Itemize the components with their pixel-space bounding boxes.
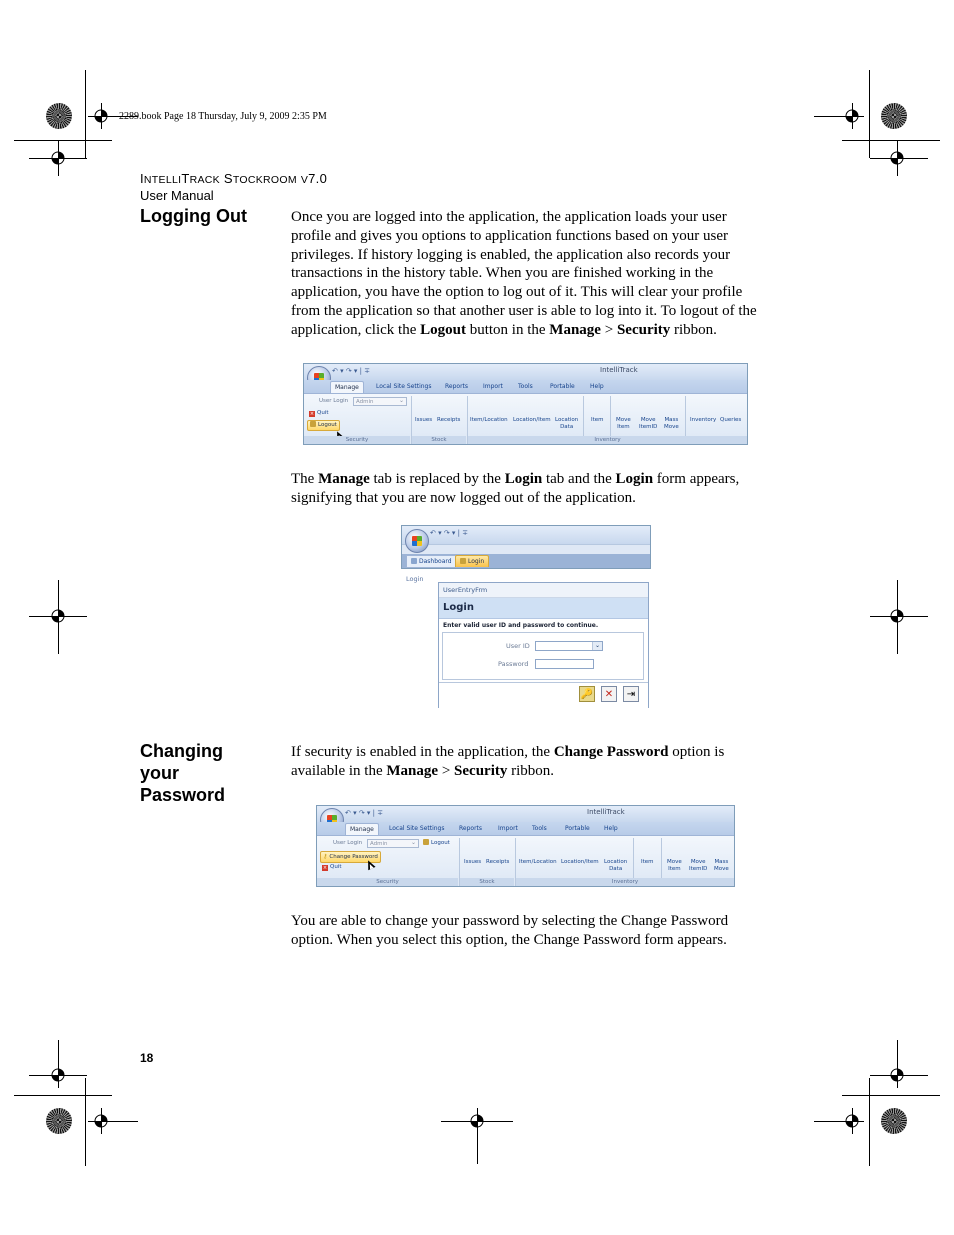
registration-mark-icon <box>889 608 905 624</box>
login-tabs-screenshot <box>401 525 651 569</box>
registration-mark-icon <box>844 1113 860 1129</box>
logging-out-paragraph-2: The Manage tab is replaced by the Login tab and the Login form appears, signifying that you are now logged out of the application. <box>291 471 740 506</box>
tab-portable[interactable]: Portable <box>565 825 590 832</box>
tab-portable[interactable]: Portable <box>550 383 575 390</box>
registration-mark-icon <box>844 108 860 124</box>
tab-local-site-settings[interactable]: Local Site Settings <box>389 825 445 832</box>
login-tab-icon <box>460 558 466 564</box>
registration-mark-icon <box>93 108 109 124</box>
issues-button[interactable]: Issues <box>415 417 433 423</box>
registration-mark-icon <box>50 608 66 624</box>
tab-manage[interactable]: Manage <box>345 823 379 835</box>
section-heading-changing-password: Changing your Password <box>140 741 226 805</box>
changing-password-paragraph-1: If security is enabled in the application, the Change Password option is available in the Manage > Security ribbon. <box>291 744 725 779</box>
ribbon-tabs <box>402 554 650 568</box>
logout-button[interactable]: Logout <box>307 420 340 431</box>
tab-help[interactable]: Help <box>590 383 604 390</box>
titlebar <box>317 806 734 823</box>
ribbon-screenshot-change-password <box>316 805 735 887</box>
move-itemid-button[interactable]: Move ItemID <box>689 859 708 872</box>
quit-button[interactable]: × Quit <box>322 864 342 871</box>
page-number: 18 <box>140 1051 154 1065</box>
receipts-button[interactable]: Receipts <box>486 859 510 865</box>
user-login-combo[interactable]: Admin ⌄ <box>367 839 419 848</box>
titlebar <box>304 364 747 381</box>
password-field[interactable] <box>535 659 594 669</box>
ribbon-panel <box>304 393 747 445</box>
receipts-button[interactable]: Receipts <box>437 417 461 423</box>
move-item-button[interactable]: Move Item <box>616 417 631 430</box>
user-id-dropdown[interactable] <box>535 641 603 651</box>
registration-mark-icon <box>889 150 905 166</box>
cancel-button[interactable]: ✕ <box>601 686 617 702</box>
login-nav-label[interactable]: Login <box>406 575 424 583</box>
tab-login[interactable]: Login <box>455 555 489 567</box>
item-location-button[interactable]: Item/Location <box>519 859 557 865</box>
app-title: IntelliTrack <box>600 366 638 374</box>
user-id-label: User ID <box>506 642 530 650</box>
location-data-button[interactable]: Location Data <box>555 417 579 430</box>
change-password-button[interactable]: ⚷ Change Password <box>320 851 381 863</box>
login-form <box>438 582 649 708</box>
tab-help[interactable]: Help <box>604 825 618 832</box>
tab-manage[interactable]: Manage <box>330 381 364 393</box>
exit-button[interactable]: ⇥ <box>623 686 639 702</box>
application-orb-icon[interactable] <box>405 529 429 553</box>
registration-mark-icon <box>50 150 66 166</box>
user-login-combo[interactable]: Admin ⌄ <box>353 397 407 406</box>
running-head-subtitle: User Manual <box>140 188 214 203</box>
lock-icon <box>310 421 316 427</box>
group-label-stock: Stock <box>460 878 514 886</box>
quit-icon: × <box>309 411 315 417</box>
lock-icon <box>423 839 429 845</box>
registration-rosette-icon <box>46 1108 72 1134</box>
credentials-panel <box>442 632 644 680</box>
logging-out-paragraph-1: Once you are logged into the application, the application loads your user profile and gives you options to application functions based on your user privileges. If history logging is enabled, the application also records your transactions in the history table. When you are finished working in the application, you have the option to log out of it. This will clear your profile from the application so that another user is able to log into it. To logout of the application, click the Logout button in the Manage > Security ribbon. <box>291 209 757 338</box>
registration-rosette-icon <box>881 103 907 129</box>
issues-button[interactable]: Issues <box>464 859 482 865</box>
registration-rosette-icon <box>46 103 72 129</box>
tab-tools[interactable]: Tools <box>532 825 547 832</box>
tab-dashboard[interactable]: Dashboard <box>406 555 457 568</box>
user-login-label: User Login <box>333 840 363 846</box>
registration-mark-icon <box>889 1067 905 1083</box>
group-label-stock: Stock <box>412 436 466 444</box>
group-label-inventory: Inventory <box>516 878 734 886</box>
ribbon-screenshot-logout <box>303 363 748 445</box>
quick-access-toolbar[interactable]: ↶ ▾ ↷ ▾ | ∓ <box>430 529 469 537</box>
registration-rosette-icon <box>881 1108 907 1134</box>
section-heading-logging-out: Logging Out <box>140 206 247 226</box>
item-location-button[interactable]: Item/Location <box>470 417 508 423</box>
tab-import[interactable]: Import <box>483 383 503 390</box>
location-data-button[interactable]: Location Data <box>604 859 628 872</box>
ribbon-tabs <box>317 822 734 835</box>
print-slug: 2289.book Page 18 Thursday, July 9, 2009 2:35 PM <box>119 111 327 122</box>
key-login-button[interactable]: 🔑 <box>579 686 595 702</box>
registration-mark-icon <box>50 1067 66 1083</box>
changing-password-paragraph-2: You are able to change your password by selecting the Change Password option. When you select this option, the Change Password form appears. <box>291 913 729 948</box>
group-label-security: Security <box>304 436 410 444</box>
ribbon-panel <box>317 835 734 887</box>
group-label-inventory: Inventory <box>468 436 747 444</box>
dashboard-icon <box>411 558 417 564</box>
running-head-title: INTELLITRACK STOCKROOM V7.0 <box>140 171 328 186</box>
tab-reports[interactable]: Reports <box>459 825 483 832</box>
registration-mark-icon <box>93 1113 109 1129</box>
group-label-security: Security <box>317 878 458 886</box>
item-button[interactable]: Item <box>641 859 654 865</box>
tab-local-site-settings[interactable]: Local Site Settings <box>376 383 432 390</box>
move-itemid-button[interactable]: Move ItemID <box>639 417 658 430</box>
form-toolbar <box>439 682 648 708</box>
form-instruction: Enter valid user ID and password to continue. <box>443 622 599 629</box>
user-login-label: User Login <box>319 398 349 404</box>
mass-move-button[interactable]: Mass Move <box>714 859 729 872</box>
form-caption: UserEntryFrm <box>439 583 648 598</box>
key-icon: ⚷ <box>323 853 328 860</box>
quick-access-toolbar[interactable]: ↶ ▾ ↷ ▾ | ∓ <box>345 809 384 817</box>
item-button[interactable]: Item <box>591 417 604 423</box>
queries-button[interactable]: Queries <box>720 417 742 423</box>
location-item-button[interactable]: Location/Item <box>561 859 599 865</box>
app-title: IntelliTrack <box>587 808 625 816</box>
quit-icon: × <box>322 865 328 871</box>
mass-move-button[interactable]: Mass Move <box>664 417 679 430</box>
tab-reports[interactable]: Reports <box>445 383 469 390</box>
chevron-down-icon[interactable]: ⌄ <box>592 642 602 650</box>
titlebar <box>402 526 650 545</box>
tab-tools[interactable]: Tools <box>518 383 533 390</box>
inventory-button[interactable]: Inventory <box>690 417 717 423</box>
location-item-button[interactable]: Location/Item <box>513 417 551 423</box>
logout-button[interactable]: Logout <box>421 839 452 848</box>
ribbon-tabs <box>304 380 747 393</box>
registration-mark-icon <box>469 1113 485 1129</box>
password-label: Password <box>498 660 529 668</box>
quick-access-toolbar[interactable]: ↶ ▾ ↷ ▾ | ∓ <box>332 367 371 375</box>
form-title: Login <box>439 598 648 619</box>
quit-button[interactable]: × Quit <box>309 410 329 417</box>
tab-import[interactable]: Import <box>498 825 518 832</box>
move-item-button[interactable]: Move Item <box>667 859 682 872</box>
